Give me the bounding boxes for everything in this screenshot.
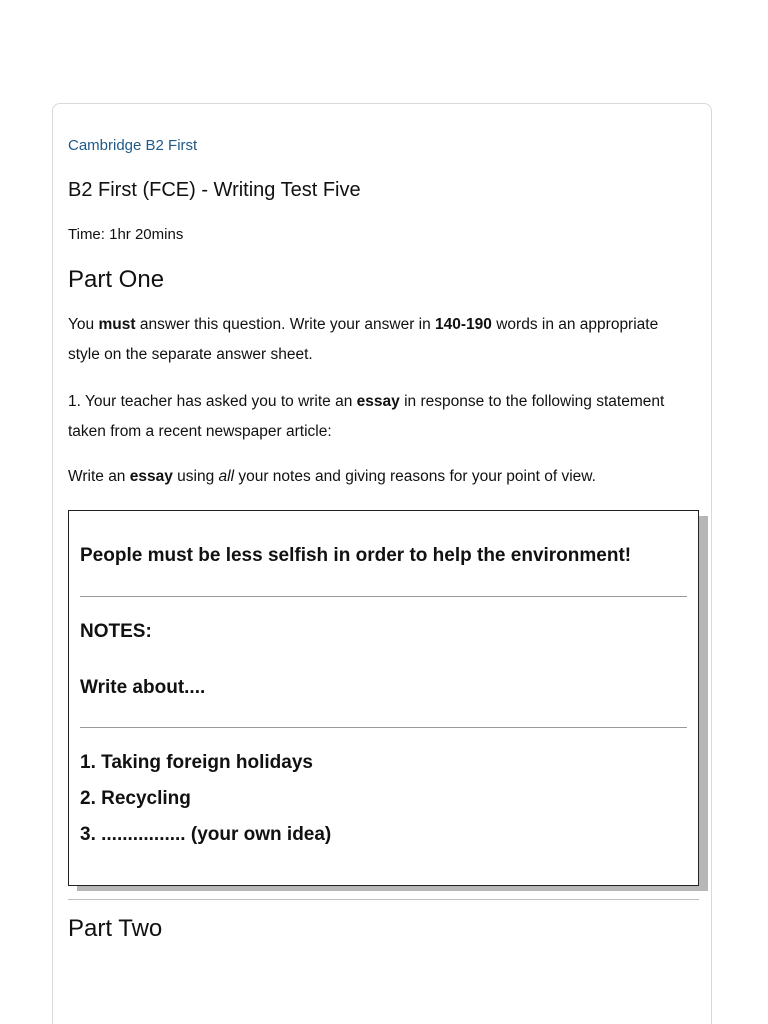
question-text [68, 387, 688, 447]
prompt-divider [80, 596, 687, 597]
section-divider [68, 899, 699, 900]
note-item: 2. Recycling [80, 788, 191, 809]
task-italic: all [218, 468, 235, 485]
test-card [52, 103, 712, 1024]
prompt-divider [80, 727, 687, 728]
task-text [68, 462, 688, 492]
time-limit: Time: 1hr 20mins [68, 226, 184, 243]
note-item: 3. ................ (your own idea) [80, 824, 332, 845]
instruction-emphasis: must [98, 316, 136, 333]
task-part: your notes and giving reasons for your point of view. [234, 468, 596, 485]
write-about-label: Write about.... [80, 677, 206, 698]
task-emphasis: essay [129, 468, 173, 485]
word-count: 140-190 [435, 316, 492, 333]
question-part: in response to the following statement taken from a recent newspaper article: [68, 393, 665, 440]
instruction-text: answer this question. Write your answer in [135, 316, 436, 333]
part-one-heading: Part One [68, 266, 165, 293]
task-part: using [172, 468, 219, 485]
notes-label: NOTES: [80, 621, 152, 642]
instruction-text: words in an appropriate style on the separate answer sheet. [68, 316, 659, 363]
part-two-heading: Part Two [68, 915, 163, 942]
category-link[interactable]: Cambridge B2 First [68, 137, 198, 154]
prompt-box-frame [68, 510, 699, 886]
question-part: 1. Your teacher has asked you to write an [68, 393, 357, 410]
part-one-instruction [68, 310, 688, 370]
prompt-statement: People must be less selfish in order to help the environment! [80, 545, 632, 566]
question-emphasis: essay [356, 393, 400, 410]
page-title: B2 First (FCE) - Writing Test Five [68, 179, 361, 201]
task-part: Write an [68, 468, 130, 485]
instruction-text: You [68, 316, 99, 333]
prompt-box [68, 510, 699, 886]
note-item: 1. Taking foreign holidays [80, 752, 313, 773]
